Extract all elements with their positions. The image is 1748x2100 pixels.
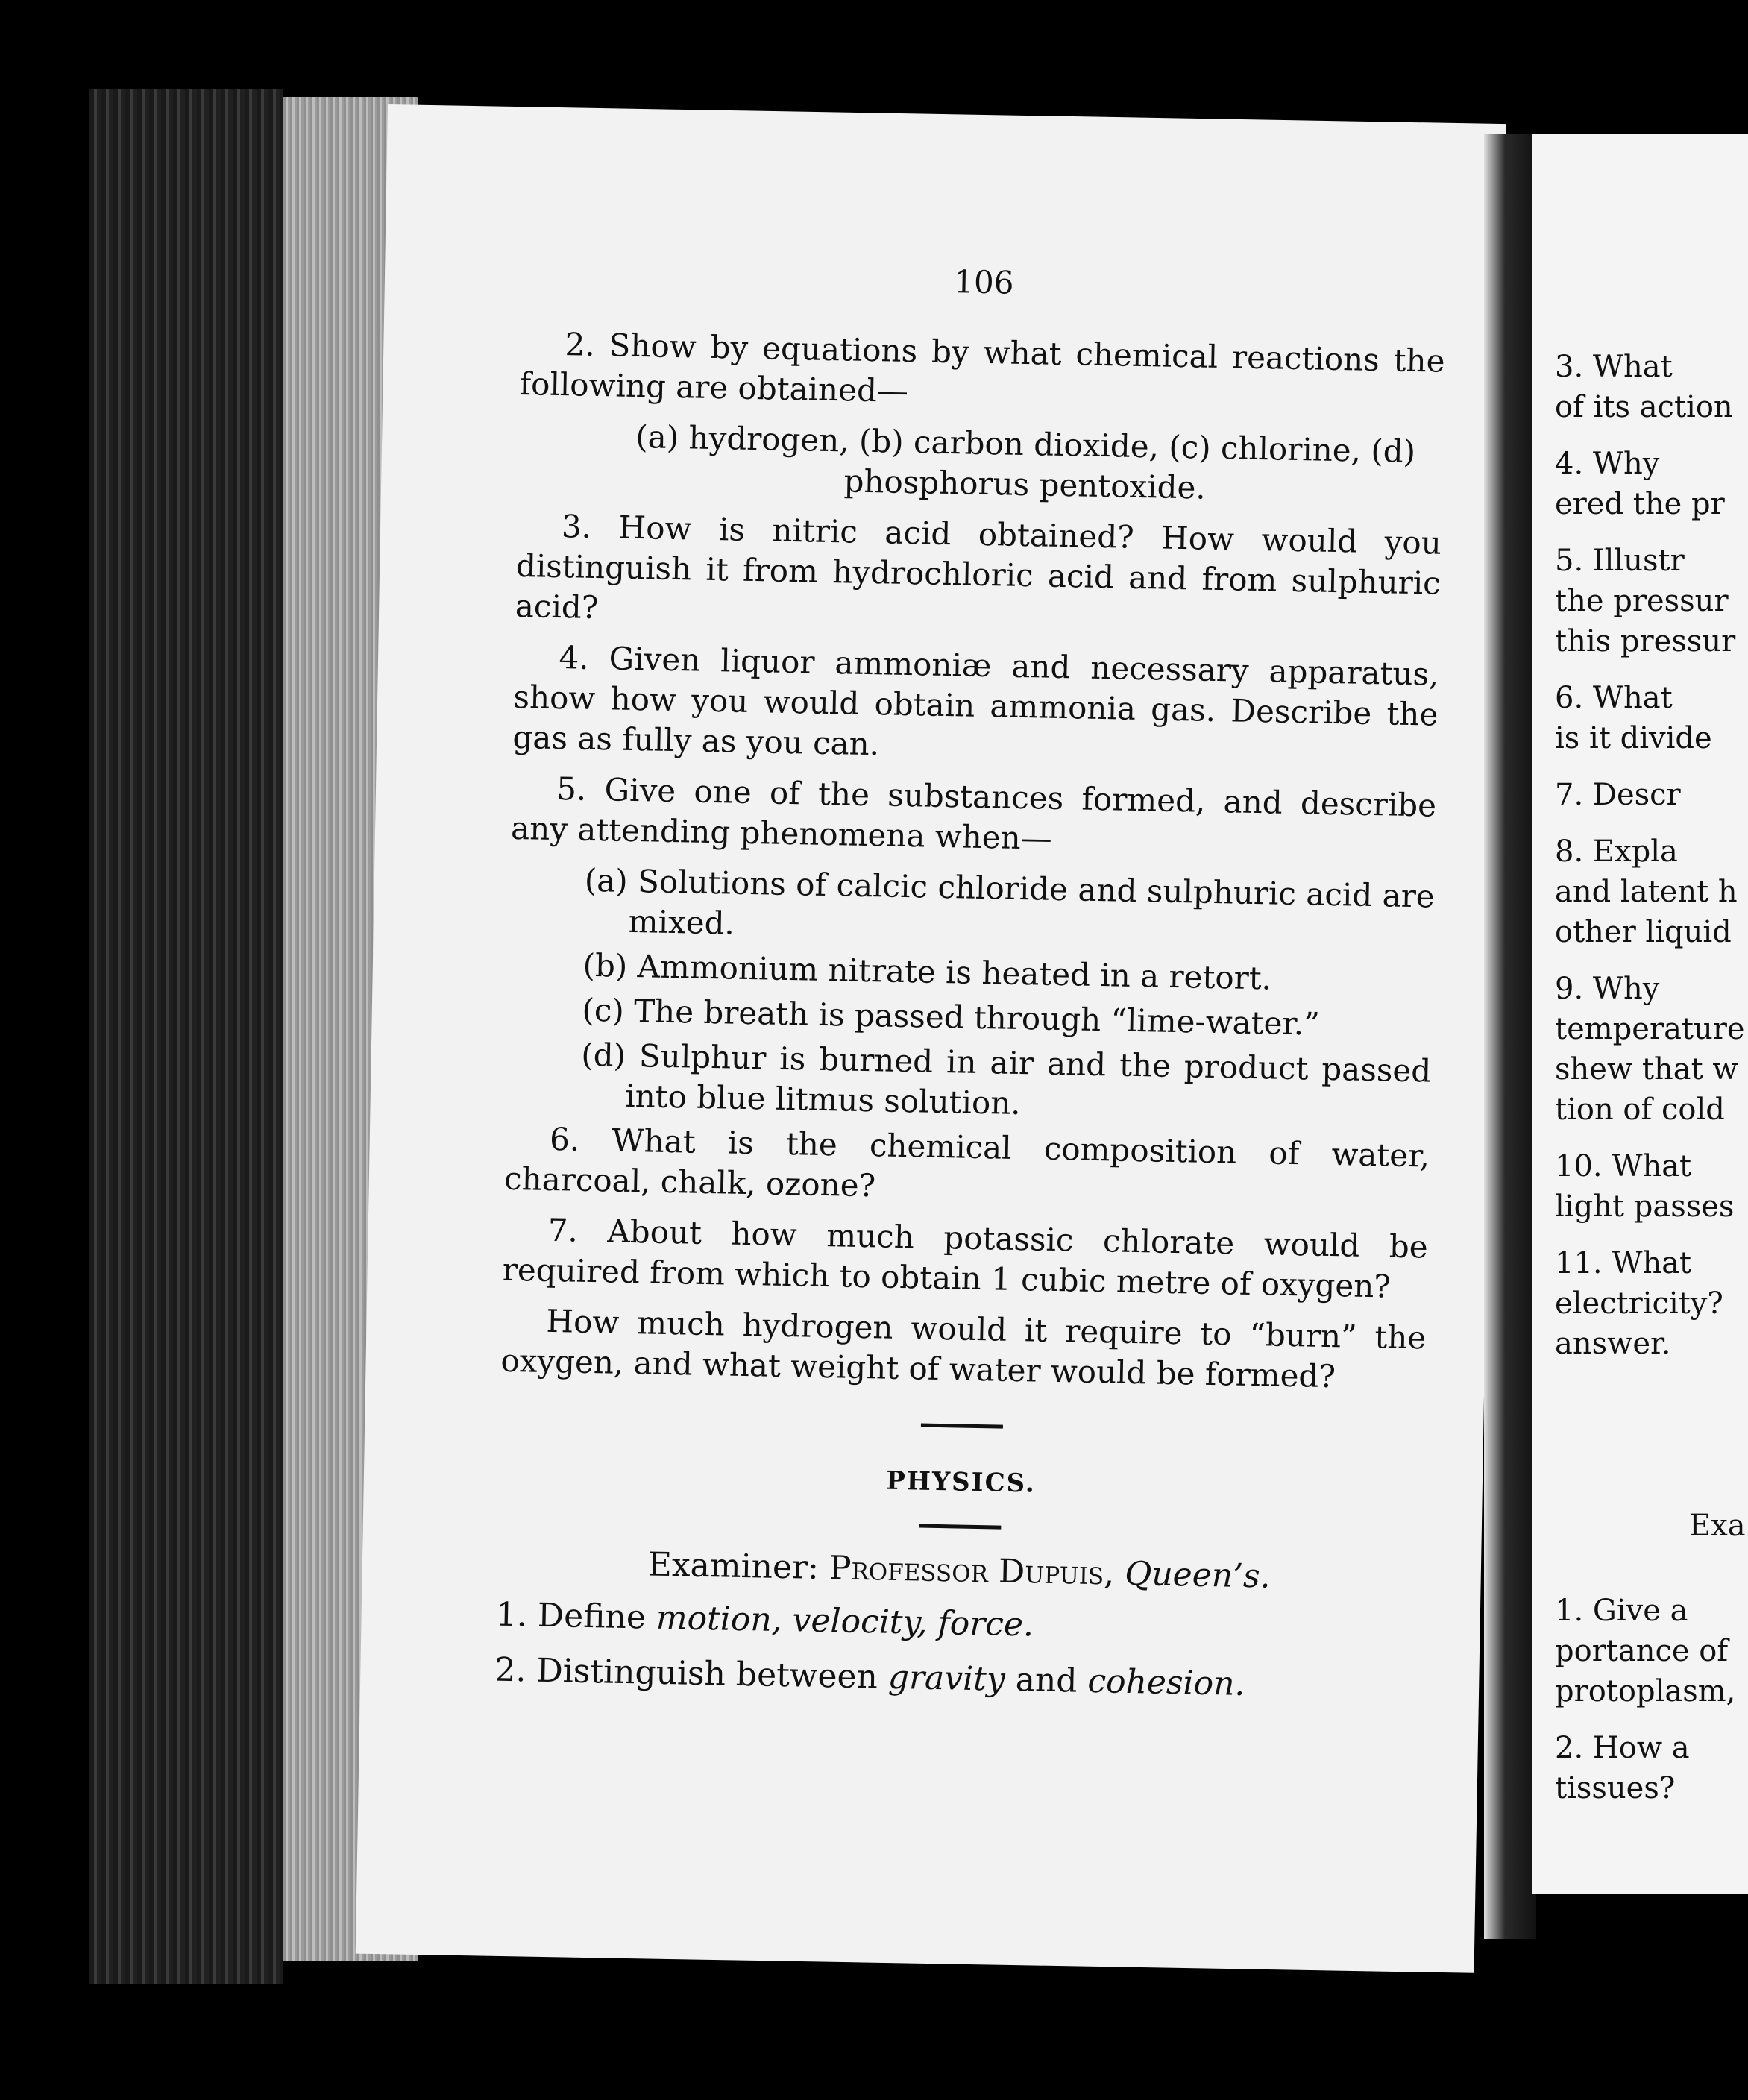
right-line: the pressur <box>1555 584 1729 618</box>
right-line: 2. How a <box>1555 1731 1690 1765</box>
question-7: 7. About how much potassic chlorate would be required from which to obtain 1 cubic metre of oxygen? <box>502 1211 1429 1305</box>
section-title: PHYSICS. <box>885 1465 1037 1499</box>
physics-q2-prefix: 2. Distinguish between <box>494 1650 878 1697</box>
book-spine-edge <box>89 89 283 1984</box>
physics-question-2 <box>494 1648 1420 1711</box>
question-5-d: (d) Sulphur is burned in air and the product passed into blue litmus solution. <box>580 1036 1432 1122</box>
physics-q1-prefix: 1. Define <box>495 1595 647 1637</box>
physics-q1-term-velocity: velocity, <box>792 1601 928 1642</box>
question-5-a: (a) Solutions of calcic chloride and sulphuric acid are mixed. <box>584 861 1436 942</box>
examiner-college: Queen’s. <box>1124 1554 1271 1596</box>
question-2: 2. Show by equations by what chemical reactions the following are obtained— <box>519 326 1445 409</box>
question-5: 5. Give one of the substances formed, and describe any attending phenomena when— <box>510 770 1437 857</box>
question-7-continued: How much hydrogen would it require to “burn” the oxygen, and what weight of water would be formed? <box>500 1302 1427 1395</box>
left-page-text <box>494 254 1447 1720</box>
right-line: light passes <box>1555 1189 1735 1224</box>
physics-q2-term-gravity: gravity <box>887 1658 1006 1699</box>
right-line: protoplasm, <box>1555 1674 1736 1708</box>
gutter-shadow <box>1484 134 1536 1939</box>
right-line: tissues? <box>1555 1771 1676 1805</box>
section-divider-top <box>921 1424 1003 1429</box>
right-line: temperature <box>1555 1012 1745 1046</box>
right-page-text <box>1555 347 1748 1808</box>
physics-q2-term-cohesion: cohesion. <box>1087 1662 1245 1703</box>
question-5-c: (c) The breath is passed through “lime-water.” <box>582 991 1321 1043</box>
right-line: this pressur <box>1555 624 1736 658</box>
right-line: 11. What <box>1555 1246 1692 1280</box>
right-line: Exa <box>1689 1509 1746 1543</box>
right-line: 8. Expla <box>1555 834 1678 869</box>
question-4: 4. Given liquor ammoniæ and necessary apparatus, show how you would obtain ammonia gas. Describe the gas as fully as you can. <box>512 639 1439 763</box>
right-line: other liquid <box>1555 915 1732 949</box>
question-5-b: (b) Ammonium nitrate is heated in a retort. <box>582 946 1272 997</box>
examiner-label: Examiner: <box>647 1545 820 1587</box>
right-line: 5. Illustr <box>1555 544 1685 578</box>
right-line: and latent h <box>1555 875 1738 909</box>
right-line: tion of cold <box>1555 1093 1725 1127</box>
question-3: 3. How is nitric acid obtained? How would you distinguish it from hydrochloric acid and from sulphuric acid? <box>515 508 1442 626</box>
examiner-name: Professor Dupuis, <box>829 1549 1115 1593</box>
physics-q2-and: and <box>1015 1661 1078 1700</box>
physics-q1-term-motion: motion, <box>656 1598 783 1640</box>
right-line: 6. What <box>1555 681 1673 715</box>
right-line: portance of <box>1555 1634 1729 1668</box>
right-line: 9. Why <box>1555 972 1660 1006</box>
question-2-items: (a) hydrogen, (b) carbon dioxide, (c) chlorine, (d) phosphorus pentoxide. <box>635 418 1416 506</box>
right-line: shew that w <box>1555 1052 1738 1087</box>
right-line: answer. <box>1555 1327 1671 1361</box>
right-line: ered the pr <box>1555 487 1725 521</box>
examiner-line <box>497 1542 1422 1600</box>
physics-question-1 <box>495 1593 1421 1656</box>
right-line: 3. What <box>1555 350 1673 384</box>
right-line: 4. Why <box>1555 447 1660 481</box>
right-line: 10. What <box>1555 1149 1692 1183</box>
section-divider-bottom <box>919 1524 1001 1530</box>
right-line: electricity? <box>1555 1286 1723 1321</box>
right-line: of its action <box>1555 390 1733 424</box>
page-number: 106 <box>953 263 1014 301</box>
right-line: 7. Descr <box>1555 778 1681 812</box>
physics-q1-term-force: force. <box>937 1604 1034 1644</box>
right-line: 1. Give a <box>1555 1594 1688 1628</box>
right-line: is it divide <box>1555 721 1712 755</box>
question-6: 6. What is the chemical composition of water, charcoal, chalk, ozone? <box>503 1120 1430 1204</box>
